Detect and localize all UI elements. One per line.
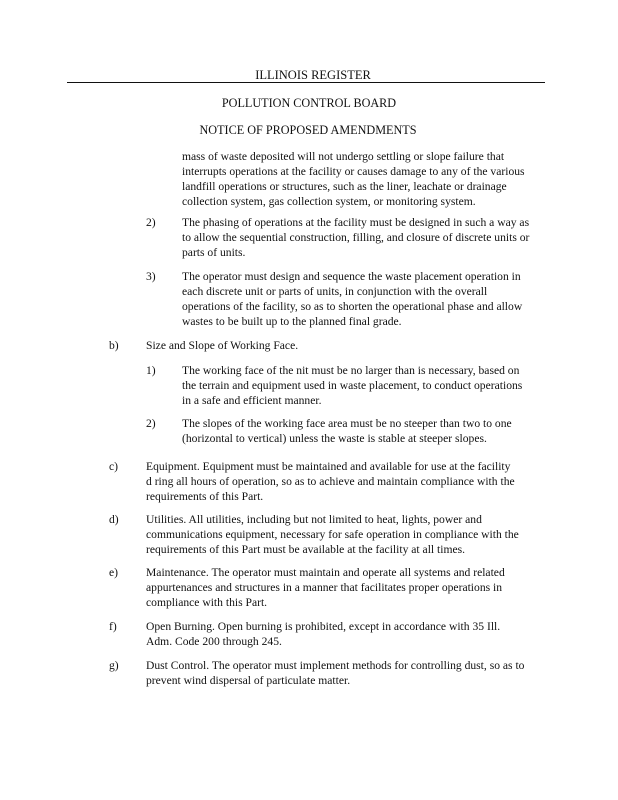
text-line: Equipment. Equipment must be maintained and available for use at the facility bbox=[146, 460, 511, 473]
item-2-label: 2) bbox=[146, 216, 156, 229]
item-3-text bbox=[182, 269, 522, 329]
item-d-text bbox=[146, 512, 519, 557]
text-line: mass of waste deposited will not undergo settling or slope failure that bbox=[182, 150, 505, 163]
text-line: d ring all hours of operation, so as to achieve and maintain compliance with the bbox=[146, 475, 515, 488]
item-g-label: g) bbox=[109, 659, 119, 672]
text-line: each discrete unit or parts of units, in conjunction with the overall bbox=[182, 285, 488, 298]
board-title: POLLUTION CONTROL BOARD bbox=[221, 96, 397, 110]
text-line: interrupts operations at the facility or causes damage to any of the various bbox=[182, 165, 525, 178]
notice-title: NOTICE OF PROPOSED AMENDMENTS bbox=[199, 123, 417, 137]
text-line: wastes to be built up to the planned final grade. bbox=[182, 315, 402, 328]
text-line: collection system, gas collection system, or monitoring system. bbox=[182, 195, 476, 208]
text-line: prevent wind dispersal of particulate matter. bbox=[146, 674, 351, 687]
text-line: requirements of this Part must be available at the facility at all times. bbox=[146, 543, 466, 556]
text-line: The working face of the nit must be no larger than is necessary, based on bbox=[182, 364, 520, 377]
item-3-label: 3) bbox=[146, 270, 156, 283]
text-line: compliance with this Part. bbox=[146, 596, 268, 609]
item-2-text bbox=[182, 215, 529, 260]
item-b-label: b) bbox=[109, 339, 119, 352]
text-line: Size and Slope of Working Face. bbox=[146, 339, 299, 352]
text-line: The phasing of operations at the facility must be designed in such a way as bbox=[182, 216, 530, 229]
text-line: landfill operations or structures, such as the liner, leachate or drainage bbox=[182, 180, 507, 193]
item-g-text bbox=[146, 658, 524, 688]
item-f-text bbox=[146, 619, 500, 649]
text-line: The slopes of the working face area must be no steeper than two to one bbox=[182, 417, 512, 430]
item-b1-text bbox=[182, 363, 522, 408]
item-b2-text bbox=[182, 416, 512, 446]
text-line: (horizontal to vertical) unless the waste is stable at steeper slopes. bbox=[182, 432, 487, 445]
item-c-label: c) bbox=[109, 460, 119, 473]
header-rule bbox=[67, 82, 545, 83]
text-line: Utilities. All utilities, including but not limited to heat, lights, power and bbox=[146, 513, 482, 526]
item-c-text bbox=[146, 459, 515, 504]
text-line: communications equipment, necessary for safe operation in compliance with the bbox=[146, 528, 519, 541]
text-line: parts of units. bbox=[182, 246, 246, 259]
text-line: the terrain and equipment used in waste placement, to conduct operations bbox=[182, 379, 523, 392]
text-line: Adm. Code 200 through 245. bbox=[146, 635, 282, 648]
text-line: requirements of this Part. bbox=[146, 490, 264, 503]
item-d-label: d) bbox=[109, 513, 119, 526]
text-line: Open Burning. Open burning is prohibited, except in accordance with 35 Ill. bbox=[146, 620, 501, 633]
text-line: Maintenance. The operator must maintain and operate all systems and related bbox=[146, 566, 505, 579]
text-line: to allow the sequential construction, filling, and closure of discrete units or bbox=[182, 231, 530, 244]
text-line: operations of the facility, so as to shorten the operational phase and allow bbox=[182, 300, 523, 313]
item-e-label: e) bbox=[109, 566, 119, 579]
text-line: in a safe and efficient manner. bbox=[182, 394, 322, 407]
item-b-heading bbox=[146, 338, 298, 353]
item-b2-label: 2) bbox=[146, 417, 156, 430]
text-line: Dust Control. The operator must implement methods for controlling dust, so as to bbox=[146, 659, 525, 672]
item-b1-label: 1) bbox=[146, 364, 156, 377]
item-e-text bbox=[146, 565, 505, 610]
register-title: ILLINOIS REGISTER bbox=[255, 68, 371, 82]
text-line: The operator must design and sequence the waste placement operation in bbox=[182, 270, 521, 283]
continuation-paragraph bbox=[182, 149, 525, 209]
item-f-label: f) bbox=[109, 620, 117, 633]
text-line: appurtenances and structures in a manner that facilitates proper operations in bbox=[146, 581, 503, 594]
